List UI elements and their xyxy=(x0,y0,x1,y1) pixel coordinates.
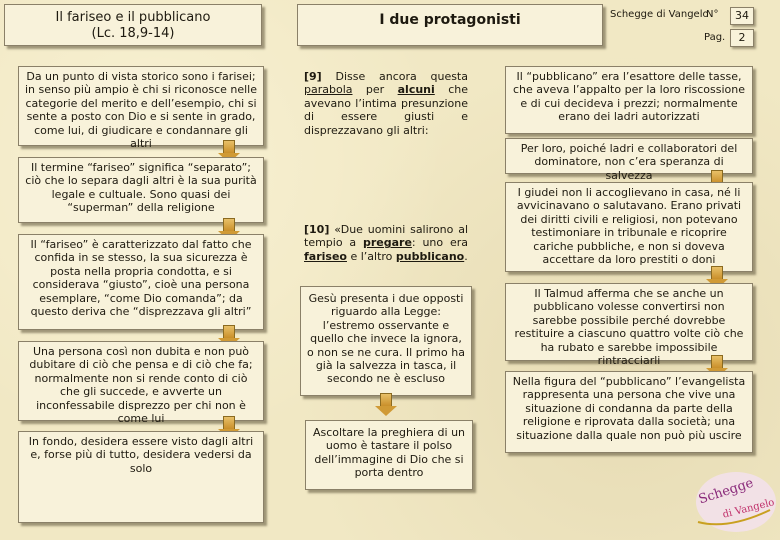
down-arrow-icon xyxy=(223,416,235,430)
prayer-box xyxy=(305,420,473,490)
publican-exclusion-text: I giudei non li accoglievano in casa, né li avvicinavano o salutavano. Erano privati dei diritti civili e religiosi, non potevano testimoniare in tribunale e ricoprire cariche pubbliche, e non si doveva accettare da loro prestiti o doni xyxy=(516,186,742,267)
pharisee-history-box xyxy=(18,66,264,151)
quote-text: . xyxy=(464,249,468,263)
down-arrow-icon xyxy=(223,325,235,339)
publican-hope-box xyxy=(505,138,753,182)
evangelist-box xyxy=(505,371,753,453)
lesson-title: Il fariseo e il pubblicano xyxy=(55,10,211,25)
series-label: Schegge di Vangelo xyxy=(610,9,709,20)
page-label: Pag. xyxy=(704,32,726,43)
quote-text: per xyxy=(352,83,398,97)
down-arrow-icon xyxy=(380,393,392,407)
quote-text: «Due uomini salirono al tempio a xyxy=(304,223,468,250)
verse-ref-9: [9] xyxy=(304,70,322,83)
jesus-presents-box xyxy=(300,286,472,396)
jesus-presents-text: Gesù presenta i due opposti riguardo alla Legge: l’estremo osservante e quello che invece la ignora, o non se ne cura. Il primo ha già la salvezza in tasca, il secondo ne è escluso xyxy=(307,292,465,386)
logo-text: di Vangelo xyxy=(721,497,776,521)
number-label: N° xyxy=(706,9,719,20)
down-arrow-icon xyxy=(223,140,235,154)
pharisee-term-box xyxy=(18,157,264,223)
prayer-text: Ascoltare la preghiera di un uomo è tastare il polso dell’immagine di Dio che si porta dentro xyxy=(312,426,466,480)
pharisee-term-text: Il termine “fariseo” significa “separato”; ciò che lo separa dagli altri è la sua purità legale e cultuale. Sono quasi dei “superman” della religione xyxy=(25,161,257,215)
publican-definition-text: Il “pubblicano” era l’esattore delle tasse, che aveva l’appalto per la loro riscossione e di cui decideva i prezzi; normalmente erano dei ladri autorizzati xyxy=(512,70,746,124)
talmud-box xyxy=(505,283,753,368)
pharisee-desire-box xyxy=(18,431,264,523)
schegge-logo-icon xyxy=(688,460,780,540)
pharisee-history-text: Da un punto di vista storico sono i farisei; in senso più ampio è chi si riconosce nelle categorie del merito e dell’esempio, chi si sente a posto con Dio e si sente in grado, come lui, di giudicare e condannare gli altri xyxy=(24,70,258,151)
quote-text: Disse ancora questa xyxy=(321,70,468,83)
quote-text: fariseo xyxy=(304,249,347,263)
page-value: 2 xyxy=(730,29,754,47)
quote-text: alcuni xyxy=(397,83,435,97)
logo-text: Schegge xyxy=(696,475,756,508)
pharisee-doubt-text: Una persona così non dubita e non può dubitare di ciò che pensa e di ciò che fa; normalmente non si rende conto di ciò che gli succede, e avverte un inconfessabile disprezzo per chi non è come lui xyxy=(29,345,253,426)
lesson-reference: (Lc. 18,9-14) xyxy=(91,26,175,41)
verse-ref-10: [10] xyxy=(304,223,330,236)
publican-definition-box xyxy=(505,66,753,134)
publican-exclusion-box xyxy=(505,182,753,272)
down-arrow-icon xyxy=(711,266,723,280)
down-arrow-icon xyxy=(711,355,723,369)
down-arrow-icon xyxy=(223,218,235,232)
quote-text: : uno era xyxy=(411,236,468,250)
pharisee-desire-text: In fondo, desidera essere visto dagli altri e, forse più di tutto, desidera vedersi da solo xyxy=(28,435,254,475)
section-heading: I due protagonisti xyxy=(379,12,521,28)
lesson-title-box xyxy=(4,4,262,46)
gospel-quote-10 xyxy=(300,220,472,272)
gospel-quote-9 xyxy=(300,67,472,147)
pharisee-doubt-box xyxy=(18,341,264,426)
quote-text: che avevano l’intima presunzione di essere giusti e disprezzavano gli altri: xyxy=(304,83,468,137)
section-heading-box xyxy=(297,4,603,46)
quote-text: e l’altro xyxy=(346,249,396,263)
talmud-text: Il Talmud afferma che se anche un pubblicano volesse convertirsi non sarebbe possibile perché dovrebbe restituire a ciascuno quattro volte ciò che ha rubato e sarebbe impossibile rintracciarli xyxy=(514,287,744,368)
quote-text: pubblicano xyxy=(395,249,465,263)
publican-hope-text: Per loro, poiché ladri e collaboratori del dominatore, non c’era speranza di salvezza xyxy=(520,142,738,182)
pharisee-trait-text: Il “fariseo” è caratterizzato dal fatto che confida in se stesso, la sua sicurezza è posta nella propria condotta, e si considerava “giusto”, cioè una persona esemplare, “come Dio comanda”; da questo deriva che “disprezzava gli altri” xyxy=(30,238,252,319)
evangelist-text: Nella figura del “pubblicano” l’evangelista rappresenta una persona che vive una situazione di condanna da parte della religione e riprovata dalla società; una situazione dalla quale non può più uscire xyxy=(512,375,746,442)
quote-text: parabola xyxy=(304,83,353,97)
pharisee-trait-box xyxy=(18,234,264,330)
quote-text: pregare xyxy=(362,236,412,250)
number-value: 34 xyxy=(730,7,754,25)
